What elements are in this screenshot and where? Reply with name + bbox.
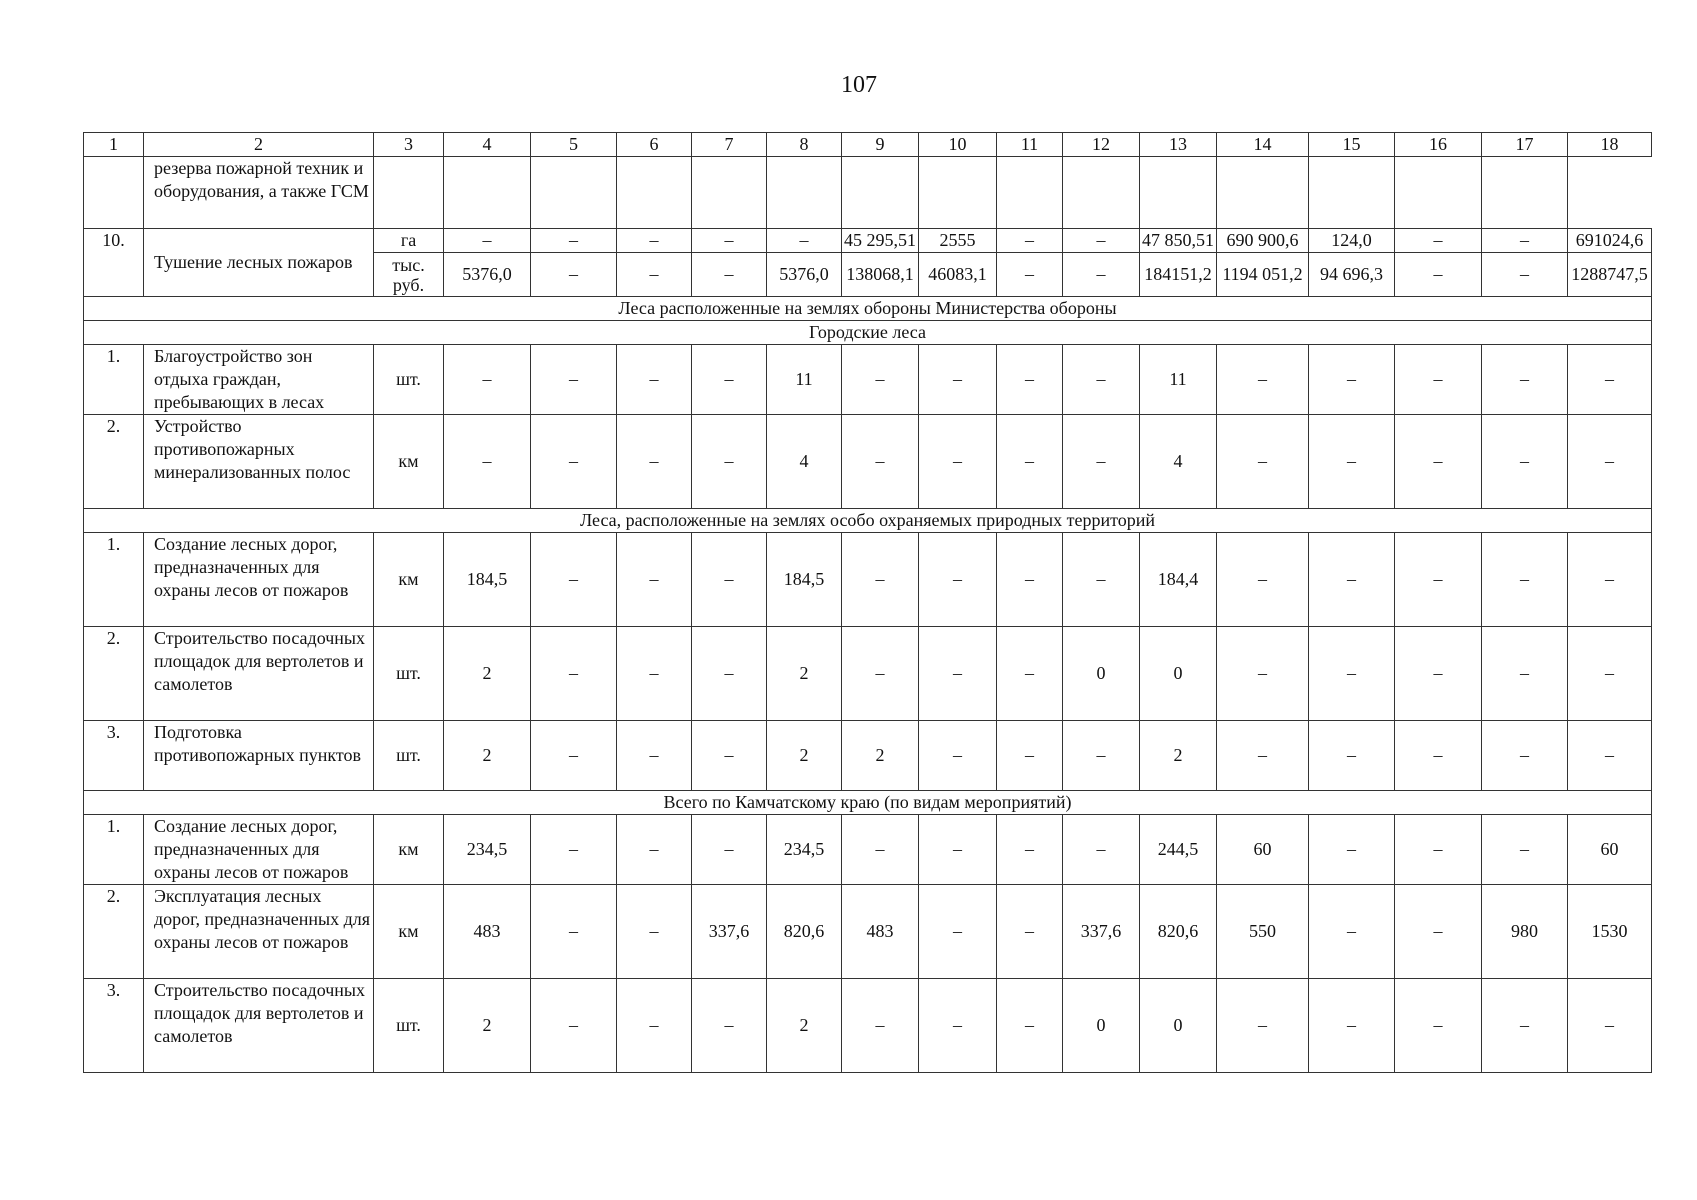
table-cell: 124,0: [1309, 229, 1395, 253]
table-cell: 2: [767, 721, 842, 791]
column-number: 10: [919, 133, 997, 157]
column-number: 11: [997, 133, 1063, 157]
table-cell: –: [842, 345, 919, 415]
table-cell: –: [531, 815, 617, 885]
table-cell: –: [617, 885, 692, 979]
unit-cell: шт.: [374, 345, 444, 415]
column-number-row: [84, 133, 1652, 157]
table-cell: 2: [444, 721, 531, 791]
table-cell: –: [692, 815, 767, 885]
table-cell: –: [1482, 815, 1568, 885]
table-cell: 980: [1482, 885, 1568, 979]
table-row: [84, 533, 1652, 627]
table-cell: –: [1568, 627, 1652, 721]
table-cell: –: [767, 229, 842, 253]
table-cell: –: [1482, 415, 1568, 509]
row-index: 1.: [84, 345, 144, 415]
table-cell: –: [1568, 979, 1652, 1073]
section-row: [84, 509, 1652, 533]
column-number: 18: [1568, 133, 1652, 157]
table-cell: –: [531, 229, 617, 253]
table-cell: 2: [1140, 721, 1217, 791]
table-cell: 11: [767, 345, 842, 415]
section-title: Леса расположенные на землях обороны Министерства обороны: [84, 297, 1652, 321]
table-cell: –: [1217, 345, 1309, 415]
table-cell: –: [444, 229, 531, 253]
column-number: 4: [444, 133, 531, 157]
table-cell: 184151,2: [1140, 253, 1217, 297]
unit-cell: шт.: [374, 721, 444, 791]
table-cell: 47 850,51: [1140, 229, 1217, 253]
table-cell: 234,5: [444, 815, 531, 885]
table-cell: 4: [767, 415, 842, 509]
table-cell: –: [617, 415, 692, 509]
table-cell: –: [997, 533, 1063, 627]
table-cell: –: [1395, 345, 1482, 415]
table-cell: –: [1568, 533, 1652, 627]
table-cell: –: [919, 979, 997, 1073]
table-row: [84, 885, 1652, 979]
row-index: 2.: [84, 415, 144, 509]
table-cell: –: [1395, 979, 1482, 1073]
table-cell: –: [1217, 533, 1309, 627]
table-cell: –: [997, 345, 1063, 415]
table-cell: –: [1217, 979, 1309, 1073]
table-cell: 1288747,5: [1568, 253, 1652, 297]
table-cell: –: [997, 885, 1063, 979]
row-index: 1.: [84, 533, 144, 627]
table-cell: –: [842, 415, 919, 509]
table-cell: 60: [1217, 815, 1309, 885]
section-row: [84, 791, 1652, 815]
table-cell: 0: [1140, 627, 1217, 721]
table-cell: 244,5: [1140, 815, 1217, 885]
table-cell: 337,6: [692, 885, 767, 979]
table-cell: –: [1482, 345, 1568, 415]
table-cell: 0: [1140, 979, 1217, 1073]
table-cell: 690 900,6: [1217, 229, 1309, 253]
column-number: 1: [84, 133, 144, 157]
table-cell: –: [531, 721, 617, 791]
table-cell: –: [444, 415, 531, 509]
column-number: 13: [1140, 133, 1217, 157]
table-cell: –: [531, 533, 617, 627]
row-name: Строительство посадочных площадок для вертолетов и самолетов: [144, 979, 374, 1073]
table-cell: –: [1309, 415, 1395, 509]
forest-measures-table: [83, 132, 1652, 1073]
table-cell: –: [1395, 415, 1482, 509]
table-cell: 483: [842, 885, 919, 979]
table-cell: –: [1482, 979, 1568, 1073]
table-cell: –: [1217, 627, 1309, 721]
table-cell: –: [842, 979, 919, 1073]
table-row: [84, 721, 1652, 791]
column-number: 7: [692, 133, 767, 157]
row-index: [84, 157, 144, 229]
table-cell: –: [1482, 253, 1568, 297]
table-cell: 820,6: [767, 885, 842, 979]
table-cell: –: [997, 979, 1063, 1073]
table-cell: –: [1395, 533, 1482, 627]
table-cell: –: [1568, 345, 1652, 415]
table-cell: –: [617, 979, 692, 1073]
table-cell: 45 295,51: [842, 229, 919, 253]
section-title: Леса, расположенные на землях особо охраняемых природных территорий: [84, 509, 1652, 533]
table-cell: –: [531, 345, 617, 415]
table-cell: 138068,1: [842, 253, 919, 297]
column-number: 16: [1395, 133, 1482, 157]
row-index: 2.: [84, 627, 144, 721]
unit-cell: [374, 157, 444, 229]
table-cell: –: [1395, 627, 1482, 721]
column-number: 3: [374, 133, 444, 157]
row-name: Эксплуатация лесных дорог, предназначенных для охраны лесов от пожаров: [144, 885, 374, 979]
unit-cell: га: [374, 229, 444, 253]
table-cell: –: [1063, 345, 1140, 415]
table-cell: –: [997, 815, 1063, 885]
table-cell: –: [617, 815, 692, 885]
table-cell: 5376,0: [444, 253, 531, 297]
table-cell: 4: [1140, 415, 1217, 509]
table-cell: –: [531, 415, 617, 509]
unit-cell: км: [374, 415, 444, 509]
table-cell: 2: [842, 721, 919, 791]
table-cell: –: [1395, 253, 1482, 297]
table-cell: 0: [1063, 627, 1140, 721]
table-cell: –: [842, 815, 919, 885]
table-cell: –: [1063, 721, 1140, 791]
table-cell: –: [997, 229, 1063, 253]
row-name: Благоустройство зон отдыха граждан, пребывающих в лесах: [144, 345, 374, 415]
unit-cell: шт.: [374, 979, 444, 1073]
table-cell: 1530: [1568, 885, 1652, 979]
table-cell: –: [1482, 627, 1568, 721]
table-cell: 184,5: [444, 533, 531, 627]
unit-cell: шт.: [374, 627, 444, 721]
table-cell: 691024,6: [1568, 229, 1652, 253]
table-row: [84, 157, 1652, 229]
column-number: 12: [1063, 133, 1140, 157]
table-cell: –: [997, 627, 1063, 721]
table-row: [84, 229, 1652, 253]
table-row: [84, 415, 1652, 509]
table-cell: –: [1395, 885, 1482, 979]
table-cell: –: [1063, 253, 1140, 297]
row-name: Создание лесных дорог, предназначенных для охраны лесов от пожаров: [144, 815, 374, 885]
table-cell: –: [1395, 229, 1482, 253]
column-number: 14: [1217, 133, 1309, 157]
table-cell: –: [1568, 415, 1652, 509]
table-cell: 1194 051,2: [1217, 253, 1309, 297]
table-cell: –: [692, 253, 767, 297]
table-cell: –: [617, 533, 692, 627]
row-index: 10.: [84, 229, 144, 297]
table-cell: –: [842, 627, 919, 721]
table-cell: 483: [444, 885, 531, 979]
table-cell: –: [531, 627, 617, 721]
row-name: Строительство посадочных площадок для вертолетов и самолетов: [144, 627, 374, 721]
table-cell: –: [1309, 627, 1395, 721]
row-index: 2.: [84, 885, 144, 979]
row-name: резерва пожарной техник и оборудования, а также ГСМ: [144, 157, 374, 229]
page-number: 107: [841, 72, 877, 98]
table-cell: –: [531, 885, 617, 979]
table-cell: –: [1063, 815, 1140, 885]
table-cell: –: [1568, 721, 1652, 791]
table-cell: –: [919, 533, 997, 627]
table-cell: –: [1309, 345, 1395, 415]
table-row: [84, 627, 1652, 721]
table-cell: –: [531, 979, 617, 1073]
unit-cell: км: [374, 885, 444, 979]
table-cell: 0: [1063, 979, 1140, 1073]
table-cell: –: [1217, 415, 1309, 509]
table-cell: –: [997, 415, 1063, 509]
table-cell: –: [1063, 229, 1140, 253]
table-cell: –: [919, 627, 997, 721]
table-cell: 184,5: [767, 533, 842, 627]
column-number: 8: [767, 133, 842, 157]
table-cell: 820,6: [1140, 885, 1217, 979]
table-cell: –: [1217, 721, 1309, 791]
table-cell: –: [997, 721, 1063, 791]
table-cell: –: [919, 721, 997, 791]
table-row: [84, 345, 1652, 415]
table-cell: –: [1482, 533, 1568, 627]
unit-cell: км: [374, 815, 444, 885]
table-cell: –: [617, 345, 692, 415]
table-cell: 337,6: [1063, 885, 1140, 979]
table-cell: 2: [444, 979, 531, 1073]
table-cell: –: [1309, 885, 1395, 979]
table-cell: –: [692, 533, 767, 627]
table-cell: –: [1309, 979, 1395, 1073]
row-index: 1.: [84, 815, 144, 885]
table-cell: –: [692, 627, 767, 721]
table-cell: –: [692, 415, 767, 509]
table-row: [84, 979, 1652, 1073]
section-row: [84, 321, 1652, 345]
table-cell: –: [617, 721, 692, 791]
section-row: [84, 297, 1652, 321]
row-name: Подготовка противопожарных пунктов: [144, 721, 374, 791]
row-name: Тушение лесных пожаров: [144, 229, 374, 297]
table-cell: 46083,1: [919, 253, 997, 297]
table-cell: –: [1063, 415, 1140, 509]
table-cell: –: [692, 721, 767, 791]
table-cell: –: [1395, 721, 1482, 791]
table-cell: –: [1063, 533, 1140, 627]
table-cell: 550: [1217, 885, 1309, 979]
table-cell: 60: [1568, 815, 1652, 885]
column-number: 17: [1482, 133, 1568, 157]
unit-cell: км: [374, 533, 444, 627]
table-cell: –: [1309, 815, 1395, 885]
table-cell: –: [1482, 229, 1568, 253]
table-cell: 2555: [919, 229, 997, 253]
table-cell: –: [531, 253, 617, 297]
table-cell: 2: [444, 627, 531, 721]
table-cell: –: [919, 815, 997, 885]
table-cell: –: [919, 885, 997, 979]
row-name: Устройство противопожарных минерализованных полос: [144, 415, 374, 509]
table-cell: –: [1309, 721, 1395, 791]
table-cell: –: [444, 345, 531, 415]
unit-cell: тыс. руб.: [374, 253, 444, 297]
section-title: Всего по Камчатскому краю (по видам мероприятий): [84, 791, 1652, 815]
table-cell: –: [1309, 533, 1395, 627]
table-cell: –: [919, 345, 997, 415]
row-index: 3.: [84, 979, 144, 1073]
column-number: 5: [531, 133, 617, 157]
table-cell: 94 696,3: [1309, 253, 1395, 297]
table-cell: –: [919, 415, 997, 509]
table-cell: –: [617, 229, 692, 253]
section-title: Городские леса: [84, 321, 1652, 345]
row-index: 3.: [84, 721, 144, 791]
table-cell: –: [617, 253, 692, 297]
column-number: 2: [144, 133, 374, 157]
table-cell: –: [997, 253, 1063, 297]
table-cell: 5376,0: [767, 253, 842, 297]
table-cell: –: [842, 533, 919, 627]
table-cell: –: [692, 979, 767, 1073]
table-cell: 2: [767, 979, 842, 1073]
column-number: 9: [842, 133, 919, 157]
table-cell: –: [1482, 721, 1568, 791]
row-name: Создание лесных дорог, предназначенных для охраны лесов от пожаров: [144, 533, 374, 627]
table-cell: –: [1395, 815, 1482, 885]
column-number: 15: [1309, 133, 1395, 157]
table-cell: –: [692, 229, 767, 253]
table-cell: –: [617, 627, 692, 721]
table-cell: 11: [1140, 345, 1217, 415]
table-cell: 184,4: [1140, 533, 1217, 627]
table-cell: –: [692, 345, 767, 415]
table-cell: 234,5: [767, 815, 842, 885]
table-row: [84, 815, 1652, 885]
column-number: 6: [617, 133, 692, 157]
table-cell: 2: [767, 627, 842, 721]
